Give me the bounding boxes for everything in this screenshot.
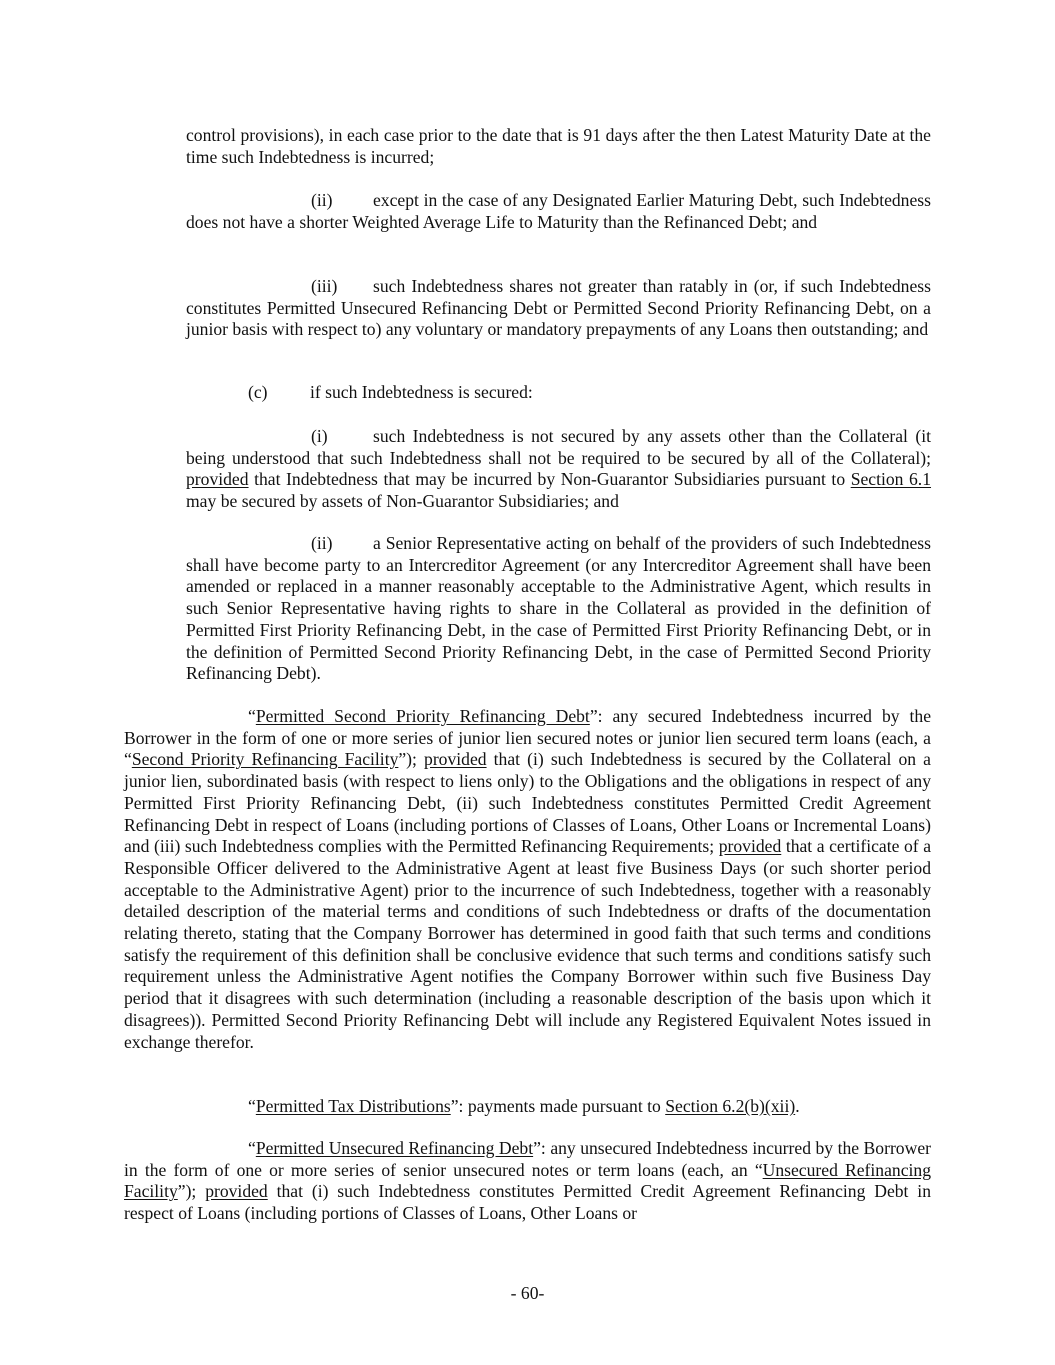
clause-b-iii <box>186 276 931 341</box>
clause-number: (iii) <box>311 276 338 296</box>
definition-tax-distributions: “Permitted Tax Distributions”: payments made pursuant to Section 6.2(b)(xii). <box>248 1096 800 1116</box>
definition-second-priority-refinancing-debt: “Permitted Second Priority Refinancing Debt”: any secured Indebtedness incurred by the Borrower in the form of one or more series of junior lien secured notes or junior lien secured term loans (each, a “Second Priority Refinancing Facility”); provided that (i) such Indebtedness is secured by the Collateral on a junior lien, subordinated basis (with respect to liens only) to the Obligations and the obligations in respect of any Permitted First Priority Refinancing Debt, (ii) such Indebtedness constitutes Permitted Credit Agreement Refinancing Debt in respect of Loans (including portions of Classes of Loans, Other Loans or Incremental Loans) and (iii) such Indebtedness complies with the Permitted Refinancing Requirements; provided that a certificate of a Responsible Officer delivered to the Administrative Agent at least five Business Days (or such shorter period acceptable to the Administrative Agent) prior to the incurrence of such Indebtedness, together with a reasonably detailed description of the material terms and conditions of such Indebtedness or drafts of the documentation relating thereto, stating that the Company Borrower has determined in good faith that such terms and conditions satisfy the requirement of this definition shall be conclusive evidence that such terms and conditions satisfy such requirement unless the Administrative Agent notifies the Company Borrower within such five Business Day period that it disagrees with such determination (including a reasonable description of the basis upon which it disagrees)). Permitted Second Priority Refinancing Debt will include any Registered Equivalent Notes issued in exchange therefor. <box>124 706 931 1052</box>
defined-term: Permitted Tax Distributions <box>255 1096 451 1116</box>
continued-clause-text: control provisions), in each case prior to the date that is 91 days after the then Latest Maturity Date at the time such Indebtedness is incurred; <box>186 125 931 167</box>
clause-c <box>248 382 533 404</box>
clause-number: (ii) <box>311 190 333 210</box>
provided-term: provided <box>424 749 487 770</box>
clause-text: a Senior Representative acting on behalf of the providers of such Indebtedness shall have become party to an Intercreditor Agreement (or any Intercreditor Agreement shall have been amended or replaced in a manner reasonably acceptable to the Administrative Agent, which results in such Senior Representative having rights to share in the Collateral as provided in the definition of Permitted First Priority Refinancing Debt, in the case of Permitted First Priority Refinancing Debt, or in the definition of Permitted Second Priority Refinancing Debt, in the case of Permitted Second Priority Refinancing Debt). <box>186 533 931 684</box>
defined-facility-term: Second Priority Refinancing Facility <box>131 749 399 770</box>
definition-unsecured-refinancing-debt: “Permitted Unsecured Refinancing Debt”: any unsecured Indebtedness incurred by the Borrower in the form of one or more series of senior unsecured notes or term loans (each, an “Unsecured Refinancing Facility”); provided that (i) such Indebtedness constitutes Permitted Credit Agreement Refinancing Debt in respect of Loans (including portions of Classes of Loans, Other Loans or <box>124 1138 931 1224</box>
provided-term: provided <box>186 469 249 490</box>
section-reference: Section 6.2(b)(xii) <box>665 1096 796 1116</box>
section-reference: Section 6.1 <box>850 469 932 490</box>
clause-text: except in the case of any Designated Earlier Maturing Debt, such Indebtedness does not have a shorter Weighted Average Life to Maturity than the Refinanced Debt; and <box>186 190 931 232</box>
defined-term: Permitted Unsecured Refinancing Debt <box>255 1138 534 1158</box>
provided-term: provided <box>205 1181 268 1202</box>
page-number: - 60- <box>510 1283 545 1303</box>
clause-c-ii <box>186 533 931 685</box>
clause-number: (i) <box>311 426 328 446</box>
clause-number: (c) <box>248 382 268 402</box>
clause-number: (ii) <box>311 533 333 553</box>
clause-text: such Indebtedness shares not greater than ratably in (or, if such Indebtedness constitutes Permitted Unsecured Refinancing Debt or Permitted Second Priority Refinancing Debt, on a junior basis with respect to) any voluntary or mandatory prepayments of any Loans then outstanding; and <box>186 276 931 340</box>
clause-text: if such Indebtedness is secured: <box>310 382 533 402</box>
defined-facility-term: Unsecured Refinancing Facility <box>124 1159 931 1202</box>
provided-term: provided <box>718 836 782 857</box>
clause-b-ii <box>186 190 931 233</box>
defined-term: Permitted Second Priority Refinancing Debt <box>255 706 590 726</box>
clause-c-i: (i) such Indebtedness is not secured by any assets other than the Collateral (it being understood that such Indebtedness shall not be required to be secured by all of the Collateral); provided that Indebtedness that may be incurred by Non-Guarantor Subsidiaries pursuant to Section 6.1 may be secured by assets of Non-Guarantor Subsidiaries; and <box>186 426 932 512</box>
